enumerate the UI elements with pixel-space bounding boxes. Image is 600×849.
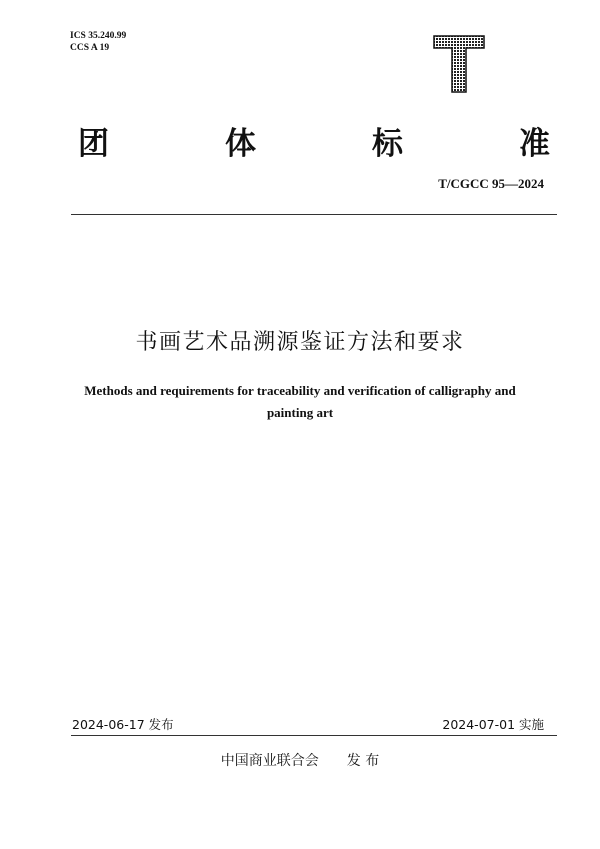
bottom-divider [71,735,557,736]
standard-number: T/CGCC 95—2024 [438,176,544,191]
standard-type-char: 准 [519,126,550,162]
publisher-action: 发 布 [346,753,380,769]
title-chinese: 书画艺术品溯源鉴证方法和要求 [135,330,465,355]
standard-type-char: 体 [225,126,256,162]
top-divider [71,214,557,215]
classification-codes [70,30,126,54]
standard-type-char: 标 [372,126,403,162]
effective-date: 2024-07-01 实施 [442,717,544,732]
standard-type-char: 团 [78,126,109,162]
ccs-code: CCS A 19 [70,43,110,53]
title-english: Methods and requirements for traceability and verification of calligraphy and painting art [84,383,516,420]
publisher-name: 中国商业联合会 [220,753,319,769]
issue-date: 2024-06-17 发布 [72,717,174,732]
standard-type-t-logo [433,35,485,93]
publisher-line [0,750,600,770]
ics-code: ICS 35.240.99 [70,31,127,41]
standard-type-heading [78,118,550,162]
